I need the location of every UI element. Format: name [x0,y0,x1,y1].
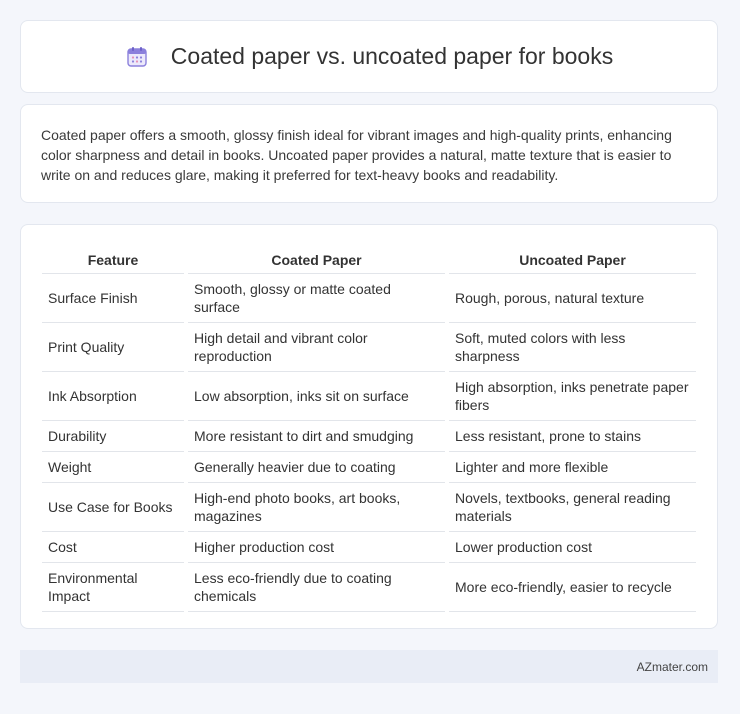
table-cell: Smooth, glossy or matte coated surface [188,274,445,323]
table-cell: Lighter and more flexible [449,452,696,483]
table-cell: More eco-friendly, easier to recycle [449,563,696,612]
table-row [42,483,696,532]
table-cell: More resistant to dirt and smudging [188,421,445,452]
table-cell: Low absorption, inks sit on surface [188,372,445,421]
description-card [20,104,718,203]
table-cell: Weight [42,452,184,483]
description-text: Coated paper offers a smooth, glossy finish ideal for vibrant images and high-quality prints, enhancing color sharpness and detail in books. Uncoated paper provides a natural, matte texture that is easier to write on and reduces glare, making it preferred for text-heavy books and readability. [41,127,672,183]
title-card [20,20,718,93]
table-cell: Soft, muted colors with less sharpness [449,323,696,372]
footer-brand: AZmater.com [636,659,708,674]
table-cell: Ink Absorption [42,372,184,421]
table-row [42,452,696,483]
table-cell: Novels, textbooks, general reading materials [449,483,696,532]
table-cell: Print Quality [42,323,184,372]
table-cell: Higher production cost [188,532,445,563]
table-row [42,563,696,612]
comparison-table [38,243,700,612]
table-row [42,274,696,323]
table-header-row [42,243,696,274]
table-row [42,421,696,452]
footer-bar [20,650,718,683]
table-cell: Generally heavier due to coating [188,452,445,483]
table-cell: High absorption, inks penetrate paper fibers [449,372,696,421]
table-cell: Lower production cost [449,532,696,563]
table-cell: Environmental Impact [42,563,184,612]
column-header: Coated Paper [188,243,445,274]
column-header: Uncoated Paper [449,243,696,274]
table-row [42,532,696,563]
table-cell: Less resistant, prone to stains [449,421,696,452]
table-cell: High detail and vibrant color reproduction [188,323,445,372]
table-cell: Cost [42,532,184,563]
column-header: Feature [42,243,184,274]
table-cell: Rough, porous, natural texture [449,274,696,323]
calendar-icon [125,45,149,69]
table-cell: Durability [42,421,184,452]
table-row [42,372,696,421]
table-cell: Surface Finish [42,274,184,323]
table-cell: High-end photo books, art books, magazines [188,483,445,532]
table-cell: Use Case for Books [42,483,184,532]
table-row [42,323,696,372]
page-title: Coated paper vs. uncoated paper for books [170,43,614,69]
comparison-table-card [20,224,718,629]
table-cell: Less eco-friendly due to coating chemicals [188,563,445,612]
